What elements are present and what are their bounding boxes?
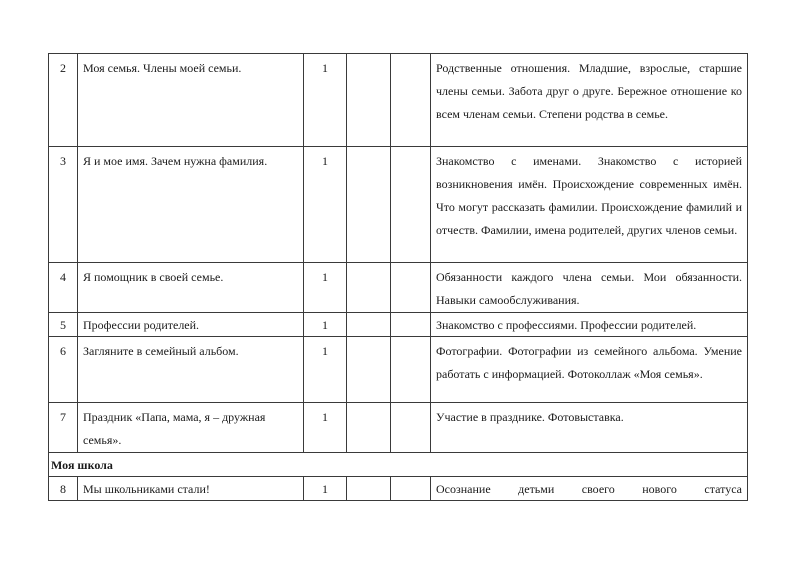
lesson-number: 7 [49,403,78,453]
table-row [49,477,748,501]
lesson-topic: Праздник «Папа, мама, я – дружная семья». [78,403,304,453]
lesson-number: 6 [49,337,78,403]
lesson-content: Осознание детьми своего нового статуса [431,477,748,501]
empty-cell [347,477,391,501]
table-row [49,403,748,453]
lesson-hours: 1 [304,313,347,337]
lesson-topic: Загляните в семейный альбом. [78,337,304,403]
lesson-hours: 1 [304,403,347,453]
thematic-plan-table [48,53,748,501]
lesson-content: Фотографии. Фотографии из семейного альбома. Умение работать с информацией. Фотоколлаж «Моя семья». [431,337,748,403]
table-row [49,54,748,147]
lesson-number: 2 [49,54,78,147]
lesson-content: Обязанности каждого члена семьи. Мои обязанности. Навыки самообслуживания. [431,263,748,313]
empty-cell [391,403,431,453]
empty-cell [391,313,431,337]
table-row [49,313,748,337]
lesson-hours: 1 [304,54,347,147]
lesson-topic: Профессии родителей. [78,313,304,337]
lesson-content: Знакомство с именами. Знакомство с историей возникновения имён. Происхождение современных имён. Что могут рассказать фамилии. Происхождение фамилий и отчеств. Фамилии, имена родителей, других членов семьи. [431,147,748,263]
section-title: Моя школа [49,453,748,477]
lesson-content: Родственные отношения. Младшие, взрослые, старшие члены семьи. Забота друг о друге. Бережное отношение ко всем членам семьи. Степени родства в семье. [431,54,748,147]
lesson-hours: 1 [304,477,347,501]
lesson-topic: Я и мое имя. Зачем нужна фамилия. [78,147,304,263]
table-row [49,263,748,313]
section-row [49,453,748,477]
empty-cell [391,54,431,147]
lesson-content: Знакомство с профессиями. Профессии родителей. [431,313,748,337]
lesson-hours: 1 [304,147,347,263]
lesson-number: 8 [49,477,78,501]
table-row [49,147,748,263]
empty-cell [347,337,391,403]
empty-cell [391,477,431,501]
lesson-content: Участие в празднике. Фотовыставка. [431,403,748,453]
lesson-hours: 1 [304,337,347,403]
lesson-number: 4 [49,263,78,313]
empty-cell [391,263,431,313]
empty-cell [391,337,431,403]
lesson-topic: Я помощник в своей семье. [78,263,304,313]
empty-cell [347,403,391,453]
lesson-hours: 1 [304,263,347,313]
empty-cell [347,147,391,263]
lesson-topic: Мы школьниками стали! [78,477,304,501]
lesson-number: 3 [49,147,78,263]
empty-cell [347,263,391,313]
empty-cell [391,147,431,263]
lesson-topic: Моя семья. Члены моей семьи. [78,54,304,147]
lesson-number: 5 [49,313,78,337]
table-row [49,337,748,403]
empty-cell [347,54,391,147]
empty-cell [347,313,391,337]
